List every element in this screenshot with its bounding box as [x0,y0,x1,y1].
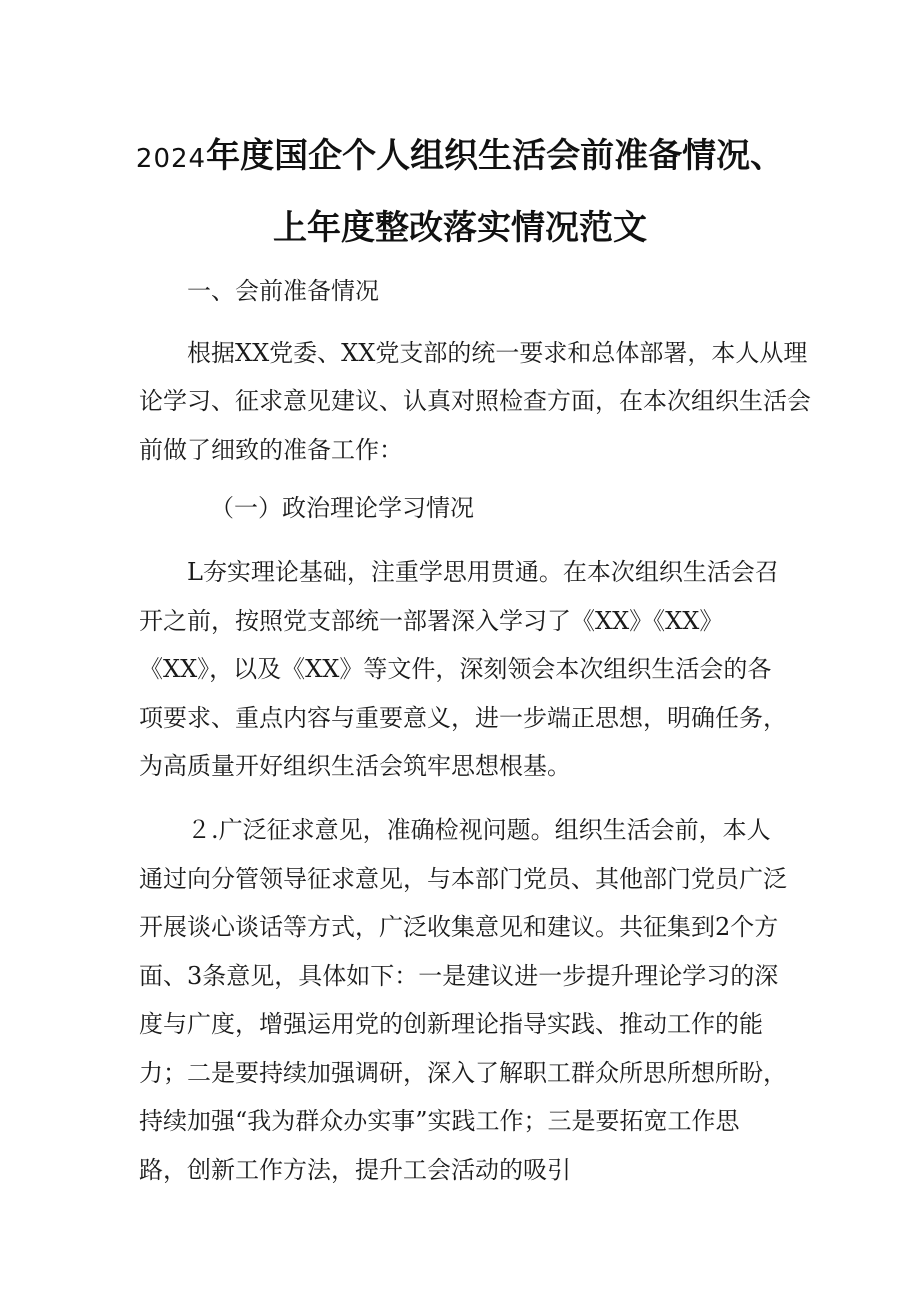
intro-line: 前做了细致的准备工作： [139,436,403,464]
title-text: 年度国企个人组织生活会前准备情况、 [206,136,785,176]
paragraph-line: L夯实理论基础，注重学思用贯通。在本次组织生活会召 [187,558,779,586]
paragraph-line: ２.广泛征求意见，准确检视问题。组织生活会前，本人 [187,816,771,844]
document-title-line-2: 上年度整改落实情况范文 [273,208,647,248]
paragraph-line: 面、3条意见，具体如下：一是建议进一步提升理论学习的深 [139,962,779,990]
paragraph-line: 路，创新工作方法，提升工会活动的吸引 [139,1156,571,1184]
title-year: 2024 [135,144,207,174]
intro-line: 论学习、征求意见建议、认真对照检查方面，在本次组织生活会 [139,387,811,415]
paragraph-line: 力；二是要持续加强调研，深入了解职工群众所思所想所盼， [139,1059,787,1087]
paragraph-line: 开展谈心谈话等方式，广泛收集意见和建议。共征集到2个方 [139,913,779,941]
paragraph-line: 开之前，按照党支部统一部署深入学习了《XX》《XX》 [139,607,724,635]
paragraph-line: 度与广度，增强运用党的创新理论指导实践、推动工作的能 [139,1010,763,1038]
paragraph-line: 项要求、重点内容与重要意义，进一步端正思想，明确任务， [139,704,787,732]
subsection-heading: （一）政治理论学习情况 [210,494,474,522]
paragraph-line: 持续加强“我为群众办实事”实践工作；三是要拓宽工作思 [139,1107,740,1135]
paragraph-line: 《XX》，以及《XX》等文件，深刻领会本次组织生活会的各 [139,655,772,683]
intro-line: 根据XX党委、XX党支部的统一要求和总体部署，本人从理 [187,339,808,367]
paragraph-line: 为高质量开好组织生活会筑牢思想根基。 [139,752,571,780]
document-title-line-1 [0,134,920,181]
paragraph-line: 通过向分管领导征求意见，与本部门党员、其他部门党员广泛 [139,865,787,893]
section-heading: 一、会前准备情况 [187,277,379,305]
